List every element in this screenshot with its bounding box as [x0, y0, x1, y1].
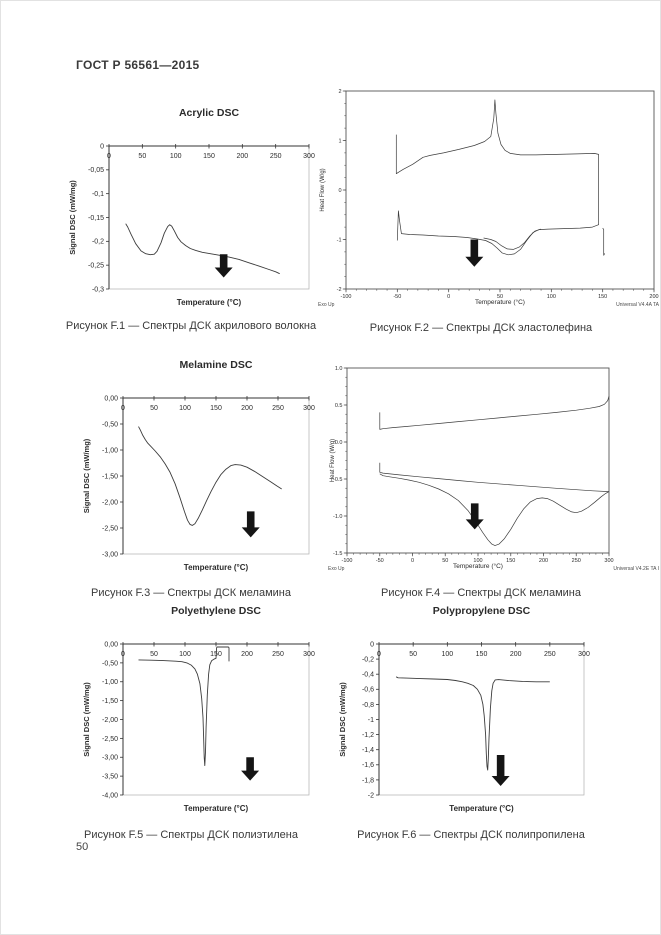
- y-tick-label: -1,2: [361, 732, 374, 739]
- dsc-curve: [396, 100, 598, 255]
- y-tick-label: 2: [338, 89, 342, 95]
- y-tick-label: -1,6: [361, 762, 374, 770]
- dsc-curve: [396, 677, 550, 770]
- chart-acrylic-dsc: [63, 100, 319, 311]
- software-version-footer: Universal V4.4A TA: [616, 302, 659, 308]
- x-axis-label: Temperature (°C): [183, 563, 249, 572]
- y-tick-label: -2,00: [102, 716, 118, 724]
- y-tick-label: -2,50: [102, 735, 118, 743]
- x-tick-label: 300: [578, 651, 590, 658]
- y-tick-label: 0,00: [104, 395, 118, 403]
- plot-border: [379, 644, 584, 795]
- y-tick-label: -2,50: [102, 525, 118, 533]
- x-tick-label: -100: [340, 294, 352, 300]
- y-tick-label: -0,25: [88, 262, 104, 270]
- x-tick-label: -50: [375, 558, 384, 564]
- y-tick-label: -1,00: [102, 447, 118, 455]
- figure-caption-f6: Рисунок F.6 — Спектры ДСК полипропилена: [357, 829, 585, 841]
- y-tick-label: 0.0: [334, 440, 343, 446]
- page-number: 50: [76, 841, 89, 853]
- dsc-curve: [139, 647, 230, 766]
- y-tick-label: 0,00: [104, 641, 118, 649]
- x-tick-label: 50: [150, 651, 158, 658]
- x-tick-label: 250: [272, 405, 284, 412]
- chart-title: Polyethylene DSC: [171, 605, 261, 617]
- x-tick-label: 50: [138, 153, 147, 160]
- y-tick-label: 0: [338, 188, 342, 194]
- y-tick-label: -0,3: [91, 286, 104, 294]
- dsc-curve: [380, 474, 609, 546]
- x-tick-label: 300: [303, 651, 315, 658]
- x-tick-label: 0: [107, 153, 111, 160]
- exo-up-footer: Exo Up: [318, 302, 335, 308]
- x-tick-label: 0: [447, 294, 451, 300]
- y-tick-label: -0,15: [88, 214, 104, 222]
- x-tick-label: 0: [377, 651, 381, 658]
- y-tick-label: -1: [336, 237, 342, 244]
- chart-polypropylene-dsc: [333, 598, 594, 817]
- x-axis-label: Temperature (°C): [475, 299, 525, 306]
- y-tick-label: -1: [367, 716, 374, 724]
- x-tick-label: 0: [410, 558, 415, 564]
- exo-direction-arrow-icon: [242, 511, 260, 537]
- y-tick-label: -4,00: [102, 792, 118, 800]
- plot-border: [123, 398, 309, 554]
- x-tick-label: 100: [473, 558, 483, 564]
- x-tick-label: 150: [598, 294, 608, 300]
- y-tick-label: -1,4: [361, 747, 374, 755]
- y-tick-label: -0,6: [361, 686, 374, 694]
- exo-up-footer: Exo Up: [328, 566, 345, 572]
- y-axis-label: Heat Flow (W/g): [320, 168, 326, 212]
- chart-elastolefin-dsc: [316, 84, 661, 309]
- x-tick-label: 0: [121, 405, 125, 412]
- y-axis-label: Signal DSC (mW/mg): [82, 438, 91, 514]
- x-tick-label: 200: [538, 558, 549, 564]
- x-tick-label: 250: [543, 651, 556, 658]
- x-tick-label: 50: [496, 294, 504, 300]
- x-tick-label: 200: [241, 651, 253, 658]
- x-tick-label: 150: [203, 153, 215, 160]
- x-tick-label: 250: [272, 651, 284, 658]
- x-tick-label: 250: [269, 153, 282, 160]
- x-tick-label: -100: [341, 558, 353, 564]
- chart-melamine-dsc-f4: [326, 359, 661, 573]
- chart-title: Polypropylene DSC: [432, 605, 531, 617]
- y-tick-label: -0.5: [333, 477, 343, 483]
- chart-title: Acrylic DSC: [178, 107, 240, 119]
- figure-caption-f5: Рисунок F.5 — Спектры ДСК полиэтилена: [84, 829, 298, 841]
- y-axis-label: Signal DSC (mW/mg): [82, 682, 91, 757]
- x-tick-label: 200: [241, 405, 253, 412]
- plot-border: [123, 644, 309, 795]
- x-tick-label: 300: [303, 405, 315, 412]
- x-tick-label: 150: [475, 651, 488, 658]
- x-tick-label: 50: [442, 558, 449, 564]
- y-tick-label: -0,50: [102, 660, 118, 668]
- x-axis-label: Temperature (°C): [453, 563, 503, 570]
- x-tick-label: 100: [179, 651, 191, 658]
- chart-title: Melamine DSC: [179, 359, 253, 371]
- y-tick-label: -1.0: [333, 514, 343, 520]
- exo-direction-arrow-icon: [241, 757, 259, 780]
- x-tick-label: 50: [409, 651, 418, 658]
- figure-caption-f1: Рисунок F.1 — Спектры ДСК акрилового волокна: [65, 320, 317, 332]
- x-axis-label: Temperature (°C): [183, 804, 249, 813]
- exo-direction-arrow-icon: [465, 240, 483, 267]
- y-tick-label: 1.0: [334, 366, 343, 372]
- y-tick-label: 0: [100, 143, 104, 151]
- y-axis-label: Signal DSC (mW/mg): [338, 682, 347, 757]
- y-tick-label: -0,8: [361, 701, 374, 709]
- dsc-curve: [380, 396, 609, 429]
- dsc-curve: [603, 228, 605, 255]
- y-tick-label: -0,2: [361, 656, 374, 664]
- x-tick-label: 200: [649, 294, 659, 300]
- y-tick-label: 0.5: [334, 403, 343, 409]
- y-tick-label: -0,2: [91, 238, 104, 246]
- y-tick-label: -1,8: [361, 777, 374, 785]
- x-tick-label: 300: [303, 153, 315, 160]
- plot-border: [346, 91, 654, 289]
- y-tick-label: -0,1: [91, 191, 104, 199]
- dsc-curve: [126, 224, 280, 274]
- x-tick-label: 100: [546, 294, 556, 300]
- x-tick-label: 200: [509, 651, 522, 658]
- y-axis-label: Signal DSC (mW/mg): [68, 180, 77, 255]
- y-tick-label: -1,50: [102, 473, 118, 481]
- y-tick-label: 1: [338, 138, 342, 145]
- y-tick-label: 0: [370, 641, 374, 649]
- dsc-curve: [380, 463, 609, 492]
- y-tick-label: -0,50: [102, 421, 118, 429]
- software-version-footer: Universal V4.2E TA I: [613, 566, 659, 572]
- x-axis-label: Temperature (°C): [176, 298, 242, 307]
- y-tick-label: -3,00: [102, 754, 118, 762]
- x-tick-label: 150: [210, 405, 222, 412]
- figure-caption-f2: Рисунок F.2 — Спектры ДСК эластолефина: [369, 322, 593, 334]
- x-tick-label: 0: [121, 651, 125, 658]
- standard-number-header: ГОСТ Р 56561—2015: [76, 58, 200, 72]
- y-tick-label: -1,00: [102, 679, 118, 687]
- figure-caption-f3: Рисунок F.3 — Спектры ДСК меламина: [90, 587, 291, 599]
- x-axis-label: Temperature (°C): [449, 804, 514, 813]
- x-tick-label: 100: [179, 405, 191, 412]
- x-tick-label: 300: [604, 558, 614, 564]
- x-tick-label: 200: [236, 153, 249, 160]
- x-tick-label: 250: [571, 558, 581, 564]
- y-tick-label: -1.5: [333, 551, 343, 557]
- figure-caption-f4: Рисунок F.4 — Спектры ДСК меламина: [380, 587, 581, 599]
- y-tick-label: -0,4: [361, 671, 374, 679]
- y-tick-label: -2: [367, 792, 374, 800]
- y-axis-label: Heat Flow (W/g): [330, 438, 336, 483]
- chart-melamine-dsc-f3: [63, 352, 319, 576]
- y-tick-label: -3,00: [102, 551, 118, 559]
- x-tick-label: 100: [441, 651, 454, 658]
- plot-border: [109, 146, 309, 289]
- dsc-curve: [484, 229, 541, 249]
- x-tick-label: -50: [393, 294, 402, 300]
- dsc-curve: [139, 427, 282, 526]
- y-tick-label: -1,50: [102, 698, 118, 706]
- chart-polyethylene-dsc: [63, 598, 319, 817]
- exo-direction-arrow-icon: [492, 755, 510, 786]
- y-tick-label: -2,00: [102, 499, 118, 507]
- y-tick-label: -2: [336, 287, 342, 293]
- y-tick-label: -0,05: [88, 167, 104, 175]
- y-tick-label: -3,50: [102, 773, 118, 781]
- x-tick-label: 100: [169, 153, 182, 160]
- x-tick-label: 50: [150, 405, 158, 412]
- x-tick-label: 150: [210, 651, 222, 658]
- x-tick-label: 150: [506, 558, 516, 564]
- exo-direction-arrow-icon: [466, 503, 484, 529]
